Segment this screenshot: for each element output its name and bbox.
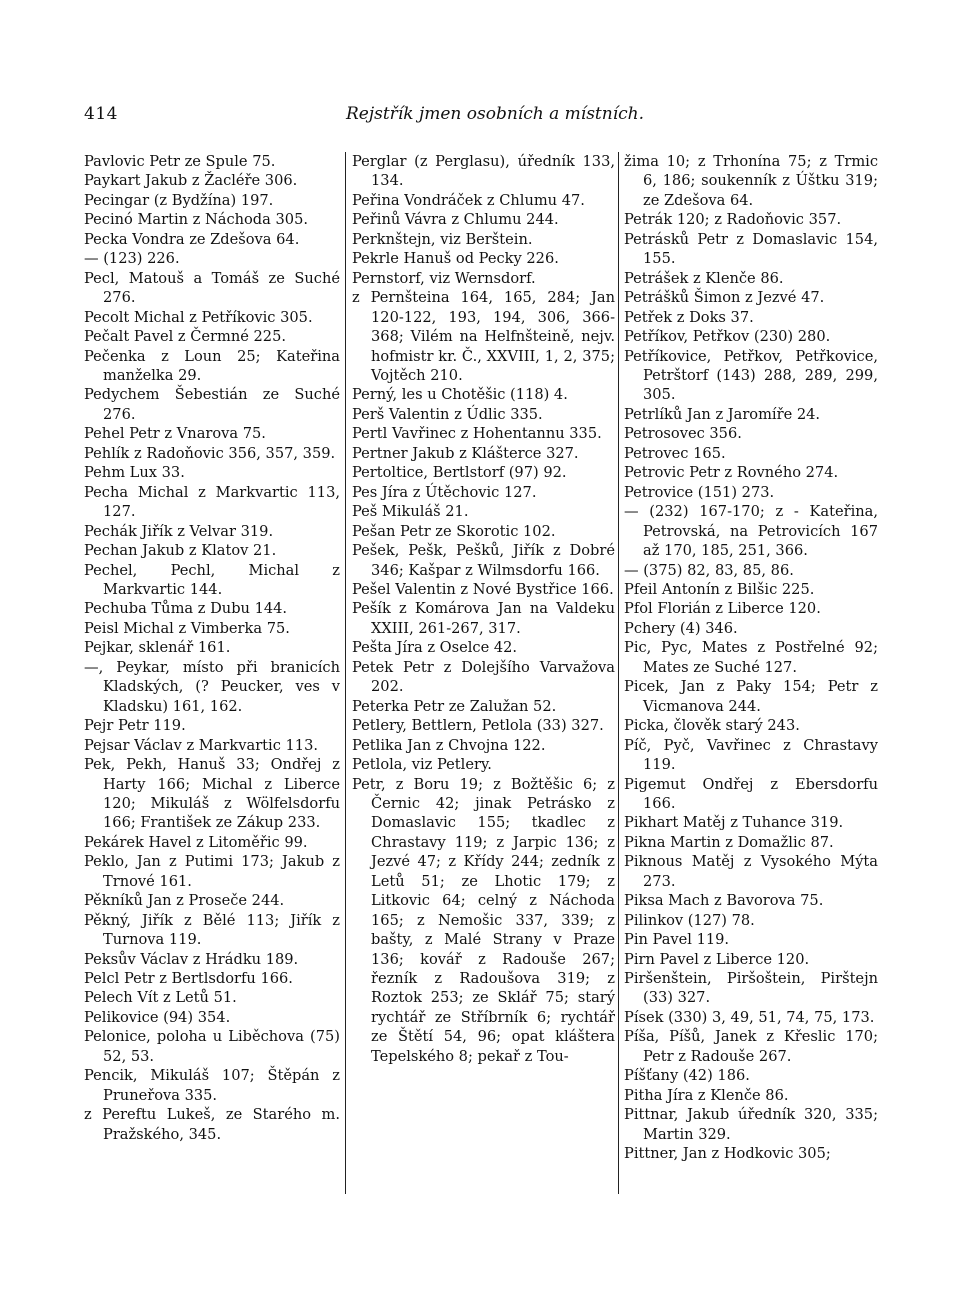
index-entry: — (232) 167-170; z - Kateřina, Petrovská, na Petrovicích 167 až 170, 185, 251, 366. xyxy=(624,503,878,560)
index-entry: Pejr Petr 119. xyxy=(84,717,186,735)
index-entry: Perglar (z Perglasu), úředník 133, 134. xyxy=(352,153,615,190)
index-entry: Pikhart Matěj z Tuhance 319. xyxy=(624,814,844,832)
index-entry: — (123) 226. xyxy=(84,250,180,268)
index-entry: Píč, Pyč, Vavřinec z Chrastavy 119. xyxy=(624,736,878,774)
index-entry: Pecl, Matouš a Tomáš ze Suché 276. xyxy=(84,269,340,307)
index-entry: Petrlíků Jan z Jaromíře 24. xyxy=(624,405,821,423)
index-entry: Peisl Michal z Vimberka 75. xyxy=(84,619,290,637)
index-entry: Petrák 120; z Radoňovic 357. xyxy=(624,211,842,229)
index-entry: Pittnar, Jakub úředník 320, 335; Martin 329. xyxy=(624,1106,878,1143)
index-entry: Peterka Petr ze Zalužan 52. xyxy=(352,697,557,715)
index-entry: Píšťany (42) 186. xyxy=(624,1067,750,1085)
index-entry: Pertoltice, Bertlstorf (97) 92. xyxy=(352,464,567,482)
index-entry: Peš Mikuláš 21. xyxy=(352,503,469,521)
index-entry: Pešel Valentin z Nové Bystřice 166. xyxy=(352,580,614,598)
index-entry: Pecingar (z Bydžína) 197. xyxy=(84,191,274,209)
index-entry: Pfeil Antonín z Bilšic 225. xyxy=(624,580,815,598)
index-entry: Pekárek Havel z Litoměřic 99. xyxy=(84,833,308,851)
index-entry: Pernstorf, viz Wernsdorf. xyxy=(352,269,536,287)
index-entry: Petrášků Šimon z Jezvé 47. xyxy=(624,289,825,307)
index-entry: Petek Petr z Dolejšího Varvažova 202. xyxy=(352,658,615,696)
index-entry: Petrásků Petr z Domaslavic 154, 155. xyxy=(624,230,878,268)
index-entry: Picka, člověk starý 243. xyxy=(624,717,800,735)
index-entry: Pikna Martin z Domažlic 87. xyxy=(624,833,834,851)
index-column-2 xyxy=(352,152,615,1066)
running-head: Rejstřík jmen osobních a místních. xyxy=(346,104,645,124)
index-entry: Petlika Jan z Chvojna 122. xyxy=(352,736,546,754)
index-entry: Pin Pavel 119. xyxy=(624,931,730,949)
index-entry: Peklo, Jan z Putimi 173; Jakub z Trnové 161. xyxy=(84,853,340,890)
index-entry: Piršenštein, Piršoštein, Pirštejn (33) 327. xyxy=(624,970,878,1007)
index-entry: Pešta Jíra z Oselce 42. xyxy=(352,639,518,657)
index-entry: Pečalt Pavel z Čermné 225. xyxy=(84,328,287,346)
index-entry: Pelcl Petr z Bertlsdorfu 166. xyxy=(84,970,293,988)
index-entry: Petrovice (151) 273. xyxy=(624,483,775,501)
index-entry: Pešan Petr ze Skorotic 102. xyxy=(352,522,556,540)
index-entry: Pečenka z Loun 25; Kateřina manželka 29. xyxy=(84,347,340,384)
index-entry: Pavlovic Petr ze Spule 75. xyxy=(84,153,276,170)
index-entry: Pechuba Tůma z Dubu 144. xyxy=(84,600,288,618)
index-entry: Pek, Pekh, Hanuš 33; Ondřej z Harty 166; Michal z Liberce 120; Mikuláš z Wölfelsdorfu 166; František ze Zákup 233. xyxy=(84,756,340,832)
index-entry: Pešík z Komárova Jan na Valdeku XXIII, 261-267, 317. xyxy=(352,600,615,637)
index-entry: Petrosovec 356. xyxy=(624,425,742,443)
index-entry: Pěkníků Jan z Proseče 244. xyxy=(84,892,285,910)
index-entry: Petlola, viz Petlery. xyxy=(352,756,492,774)
index-entry: Pertl Vavřinec z Hohentannu 335. xyxy=(352,425,602,443)
index-entry: Petrášek z Klenče 86. xyxy=(624,269,784,287)
index-entry: Pehel Petr z Vnarova 75. xyxy=(84,425,266,443)
index-entry: Peřina Vondráček z Chlumu 47. xyxy=(352,191,585,209)
index-entry: Petr, z Boru 19; z Božtěšic 6; z Černic 42; jinak Petrásko z Domaslavic 155; tkadlec z Chrastavy 119; z Jarpic 136; z Jezvé 47; z Křídy 244; zedník z Letů 51; ze Lhotic 179; z Litkovic 64; celný z Náchoda 165; z Nemošic 337, 339; z bašty, z Malé Strany v Praze 136; kovář z Radouše 267; řezník z Radoušova 319; z Roztok 253; ze Sklář 75; starý rychtář ze Stříbrník 6; rychtář ze Štětí 54, 96; opat kláštera Tepelského 8; pekař z Tou- xyxy=(352,775,615,1065)
page-number: 414 xyxy=(84,104,118,124)
index-entry: Pelonice, poloha u Liběchova (75) 52, 53. xyxy=(84,1028,340,1065)
index-entry: Pchery (4) 346. xyxy=(624,619,738,637)
column-rule-right xyxy=(618,152,619,1194)
index-entry: Pejsar Václav z Markvartic 113. xyxy=(84,736,319,754)
index-entry: Petrovic Petr z Rovného 274. xyxy=(624,464,839,482)
index-entry: Pechák Jiřík z Velvar 319. xyxy=(84,522,274,540)
index-entry: Petřek z Doks 37. xyxy=(624,308,754,326)
index-entry: Pirn Pavel z Liberce 120. xyxy=(624,950,810,968)
index-entry: Peksův Václav z Hrádku 189. xyxy=(84,950,299,968)
index-entry: z Pereftu Lukeš, ze Starého m. Pražského, 345. xyxy=(84,1106,340,1143)
index-entry: Pedychem Šebestián ze Suché 276. xyxy=(84,386,340,423)
index-entry: z Pernšteina 164, 165, 284; Jan 120-122, 193, 194, 306, 366-368; Vilém na Helfnšteině, nejv. hofmistr kr. Č., XXVIII, 1, 2, 375; Vojtěch 210. xyxy=(352,289,615,384)
index-entry: Pěkný, Jiřík z Bělé 113; Jiřík z Turnova 119. xyxy=(84,911,340,949)
index-entry: Perš Valentin z Údlic 335. xyxy=(352,405,543,423)
index-entry: Pertner Jakub z Klášterce 327. xyxy=(352,444,579,462)
index-entry: žima 10; z Trhonína 75; z Trmic 6, 186; soukenník z Úštku 319; ze Zdešova 64. xyxy=(624,153,878,209)
index-entry: Pechel, Pechl, Michal z Markvartic 144. xyxy=(84,561,340,598)
index-entry: Písek (330) 3, 49, 51, 74, 75, 173. xyxy=(624,1008,875,1026)
index-entry: Pic, Pyc, Mates z Postřelné 92; Mates ze Suché 127. xyxy=(624,639,878,676)
index-entry: Peřinů Vávra z Chlumu 244. xyxy=(352,211,559,229)
index-entry: Píša, Píšů, Janek z Křeslic 170; Petr z Radouše 267. xyxy=(624,1028,878,1065)
index-entry: Pecinó Martin z Náchoda 305. xyxy=(84,211,308,229)
index-entry: Pechan Jakub z Klatov 21. xyxy=(84,542,277,560)
index-entry: Petlery, Bettlern, Petlola (33) 327. xyxy=(352,717,604,735)
index-entry: Pecka Vondra ze Zdešova 64. xyxy=(84,230,300,248)
index-entry: Picek, Jan z Paky 154; Petr z Vicmanova 244. xyxy=(624,678,878,715)
index-entry: — (375) 82, 83, 85, 86. xyxy=(624,561,794,579)
index-entry: Pigemut Ondřej z Ebersdorfu 166. xyxy=(624,775,878,812)
index-entry: Piksa Mach z Bavorova 75. xyxy=(624,892,824,910)
index-entry: Pehlík z Radoňovic 356, 357, 359. xyxy=(84,444,336,462)
index-entry: Pelikovice (94) 354. xyxy=(84,1008,231,1026)
index-entry: Pešek, Pešk, Pešků, Jiřík z Dobré 346; Kašpar z Wilmsdorfu 166. xyxy=(352,542,615,579)
index-entry: —, Peykar, místo při branicích Kladských, (? Peucker, ves v Kladsku) 161, 162. xyxy=(84,658,340,715)
index-entry: Pilinkov (127) 78. xyxy=(624,911,755,929)
index-entry: Pecha Michal z Markvartic 113, 127. xyxy=(84,483,340,521)
index-column-3 xyxy=(624,152,878,1164)
index-entry: Pelech Vít z Letů 51. xyxy=(84,989,237,1007)
index-entry: Pittner, Jan z Hodkovic 305; xyxy=(624,1145,831,1163)
index-entry: Paykart Jakub z Žacléře 306. xyxy=(84,172,298,190)
index-entry: Pfol Florián z Liberce 120. xyxy=(624,600,821,618)
index-entry: Pitha Jíra z Klenče 86. xyxy=(624,1086,789,1104)
index-entry: Pes Jíra z Útěchovic 127. xyxy=(352,483,537,501)
column-rule-left xyxy=(345,152,346,1194)
index-entry: Pecolt Michal z Petříkovic 305. xyxy=(84,308,313,326)
index-entry: Pekrle Hanuš od Pecky 226. xyxy=(352,250,559,268)
index-entry: Piknous Matěj z Vysokého Mýta 273. xyxy=(624,853,878,890)
index-entry: Pehm Lux 33. xyxy=(84,464,185,482)
index-entry: Perknštejn, viz Berštein. xyxy=(352,230,533,248)
index-entry: Pencik, Mikuláš 107; Štěpán z Pruneřova 335. xyxy=(84,1067,340,1104)
index-entry: Perný, les u Chotěšic (118) 4. xyxy=(352,386,568,404)
index-entry: Pejkar, sklenář 161. xyxy=(84,639,231,657)
index-entry: Petrovec 165. xyxy=(624,444,726,462)
index-entry: Petříkovice, Petřkov, Petřkovice, Petrštorf (143) 288, 289, 299, 305. xyxy=(624,347,878,404)
index-column-1 xyxy=(84,152,340,1144)
index-entry: Petříkov, Petřkov (230) 280. xyxy=(624,328,831,346)
